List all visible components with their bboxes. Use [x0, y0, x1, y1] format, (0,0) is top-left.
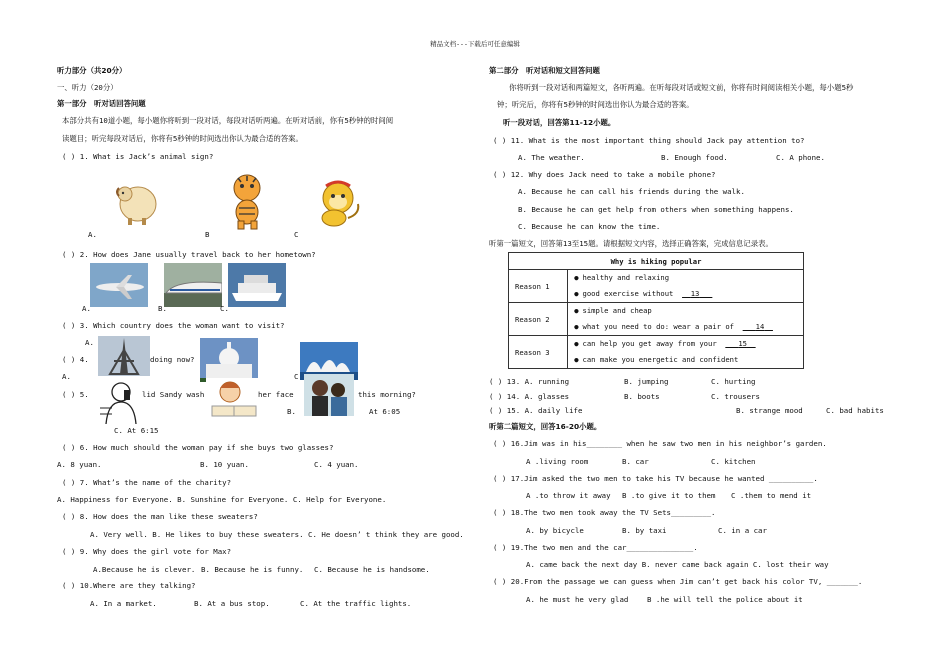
question-17: ( ) 17.Jim asked the two men to take his TV because he wanted __________. [493, 474, 818, 483]
passage1-subtitle: 听第一篇短文，回答第13至15题。请根据短文内容，选择正确答案，完成信息记录表。 [489, 239, 773, 248]
question-18: ( ) 18.The two men took away the TV Sets_________. [493, 508, 716, 517]
reason-1-item-1: ● healthy and relaxing [574, 270, 797, 286]
q11-option-c: C. A phone. [776, 153, 825, 162]
blank-14[interactable]: 14 [755, 322, 765, 331]
q4-option-c: C [294, 372, 299, 381]
intro-line-1: 本部分共有10道小题，每小题你将听到一段对话，每段对话听两遍。在听对话前，你有5秒钟的时间阅 [62, 116, 394, 125]
question-2: ( ) 2. How does Jane usually travel back to her hometown? [62, 250, 316, 259]
question-10: ( ) 10.Where are they talking? [62, 581, 196, 590]
train-picture [164, 263, 222, 307]
boy-on-phone-picture [96, 378, 146, 426]
girl-studying-picture [206, 378, 262, 418]
q12-option-c: C. Because he can know the time. [518, 222, 661, 231]
tiger-picture [224, 172, 270, 230]
q2-option-b: B. [158, 304, 167, 313]
reason-2-cell [568, 303, 804, 336]
question-4-start: ( ) 4. [62, 355, 89, 364]
listening-section-title: 听力部分（共20分） [57, 66, 127, 75]
two-people-talking-picture [304, 374, 354, 416]
q9-option-a: A.Because he is clever. [93, 565, 196, 574]
question-5-end: this morning? [358, 390, 416, 399]
q15-option-c: C. bad habits [826, 406, 884, 415]
q14-option-b: B. boots [624, 392, 660, 401]
q4-option-a: A. [62, 372, 71, 381]
q14-option-c: C. trousers [711, 392, 760, 401]
q5-option-b: B. [287, 407, 296, 416]
q1-option-c: C [294, 230, 299, 239]
question-9: ( ) 9. Why does the girl vote for Max? [62, 547, 232, 556]
question-5-middle: lid Sandy wash [142, 390, 205, 399]
hiking-table [508, 252, 804, 369]
blank-15[interactable]: 15 [738, 339, 747, 348]
q8-options: A. Very well. B. He likes to buy these sweaters. C. He doesn’ t think they are good. [90, 530, 464, 539]
reason-1-cell [568, 270, 804, 303]
q20-option-a: A. he must he very glad [526, 595, 629, 604]
reason-1-item-2: ● good exercise without 13 [574, 286, 797, 302]
reason-3-label: Reason 3 [509, 336, 568, 369]
q16-option-b: B. car [622, 457, 649, 466]
intro-line-2: 读题目；听完每段对话后，你将有5秒钟的时间选出你认为最合适的答案。 [62, 134, 303, 143]
q13-option-b: B. jumping [624, 377, 669, 386]
question-12: ( ) 12. Why does Jack need to take a mobile phone? [493, 170, 716, 179]
reason-1-label: Reason 1 [509, 270, 568, 303]
sheep-picture [112, 176, 158, 226]
reason-2-item-1: ● simple and cheap [574, 303, 797, 319]
q14-option-a: ( ) 14. A. glasses [489, 392, 570, 401]
q6-option-b: B. 10 yuan. [200, 460, 249, 469]
part2-title: 第二部分 听对话和短文回答问题 [489, 66, 600, 75]
q13-option-a: ( ) 13. A. running [489, 377, 570, 386]
q19-options: A. came back the next day B. never came back again C. lost their way [526, 560, 829, 569]
reason-3-item-1: ● can help you get away from your 15 [574, 336, 797, 352]
q17-option-b: B .to give it to them [622, 491, 716, 500]
question-7: ( ) 7. What’s the name of the charity? [62, 478, 232, 487]
q2-option-c: C. [220, 304, 229, 313]
dialogue-subtitle: 听一段对话，回答第11-12小题。 [503, 118, 616, 127]
question-1: ( ) 1. What is Jack’s animal sign? [62, 152, 214, 161]
airplane-picture [90, 263, 148, 307]
q10-option-a: A. In a market. [90, 599, 157, 608]
part1-label: 一、听力（20分） [57, 83, 118, 92]
q11-option-b: B. Enough food. [661, 153, 728, 162]
q18-option-b: B. by taxi [622, 526, 667, 535]
question-11: ( ) 11. What is the most important thing should Jack pay attention to? [493, 136, 805, 145]
page-header: 精品文档---下载后可任意编辑 [430, 40, 520, 48]
q15-option-b: B. strange mood [736, 406, 803, 415]
question-5-middle-2: her face [258, 390, 294, 399]
reason-3-cell [568, 336, 804, 369]
q15-option-a: ( ) 15. A. daily life [489, 406, 583, 415]
reason-2-label: Reason 2 [509, 303, 568, 336]
question-8: ( ) 8. How does the man like these sweaters? [62, 512, 258, 521]
ship-picture [228, 263, 286, 307]
q1-option-b: B [205, 230, 210, 239]
question-20: ( ) 20.From the passage we can guess when Jim can’t get back his color TV, _______. [493, 577, 863, 586]
q12-option-b: B. Because he can get help from others when something happens. [518, 205, 794, 214]
q5-option-c: C. At 6:15 [114, 426, 159, 435]
q17-option-a: A .to throw it away [526, 491, 611, 500]
monkey-picture [312, 178, 364, 228]
q13-option-c: C. hurting [711, 377, 756, 386]
question-19: ( ) 19.The two men and the car_______________. [493, 543, 698, 552]
part1-subtitle: 第一部分 听对话回答问题 [57, 99, 146, 108]
q18-option-c: C. in a car [718, 526, 767, 535]
q17-option-c: C .them to mend it [731, 491, 812, 500]
hiking-table-title: Why is hiking popular [509, 253, 804, 270]
part2-intro-1: 你将听到一段对话和两篇短文，各听两遍。在听每段对话或短文前，你将有时间阅读相关小题，每小题5秒 [509, 83, 854, 92]
passage2-subtitle: 听第二篇短文，回答16-20小题。 [489, 422, 602, 431]
q10-option-b: B. At a bus stop. [194, 599, 270, 608]
q20-option-b: B .he will tell the police about it [647, 595, 803, 604]
part2-intro-2: 钟；听完后，你将有5秒钟的时间选出你认为最合适的答案。 [497, 100, 694, 109]
q9-option-c: C. Because he is handsome. [314, 565, 430, 574]
eiffel-tower-picture [98, 336, 150, 376]
q5-option-b-text: At 6:05 [369, 407, 401, 416]
capitol-building-picture [200, 338, 258, 382]
question-16: ( ) 16.Jim was in his________ when he saw two men in his neighbor’s garden. [493, 439, 827, 448]
q3-option-a: A. [85, 338, 94, 347]
q10-option-c: C. At the traffic lights. [300, 599, 412, 608]
q6-option-c: C. 4 yuan. [314, 460, 359, 469]
q7-options: A. Happiness for Everyone. B. Sunshine for Everyone. C. Help for Everyone. [57, 495, 387, 504]
q6-option-a: A. 8 yuan. [57, 460, 102, 469]
q16-option-a: A .living room [526, 457, 589, 466]
question-4-end: doing now? [150, 355, 195, 364]
question-6: ( ) 6. How much should the woman pay if she buys two glasses? [62, 443, 334, 452]
q12-option-a: A. Because he can call his friends during the walk. [518, 187, 745, 196]
reason-2-item-2: ● what you need to do: wear a pair of 14 [574, 319, 797, 335]
reason-3-item-2: ● can make you energetic and confident [574, 352, 797, 368]
q11-option-a: A. The weather. [518, 153, 585, 162]
question-5-start: ( ) 5. [62, 390, 89, 399]
q16-option-c: C. kitchen [711, 457, 756, 466]
q18-option-a: A. by bicycle [526, 526, 584, 535]
q9-option-b: B. Because he is funny. [201, 565, 304, 574]
q2-option-a: A. [82, 304, 91, 313]
blank-13[interactable]: 13 [690, 289, 700, 298]
q1-option-a: A. [88, 230, 97, 239]
question-3: ( ) 3. Which country does the woman want to visit? [62, 321, 285, 330]
